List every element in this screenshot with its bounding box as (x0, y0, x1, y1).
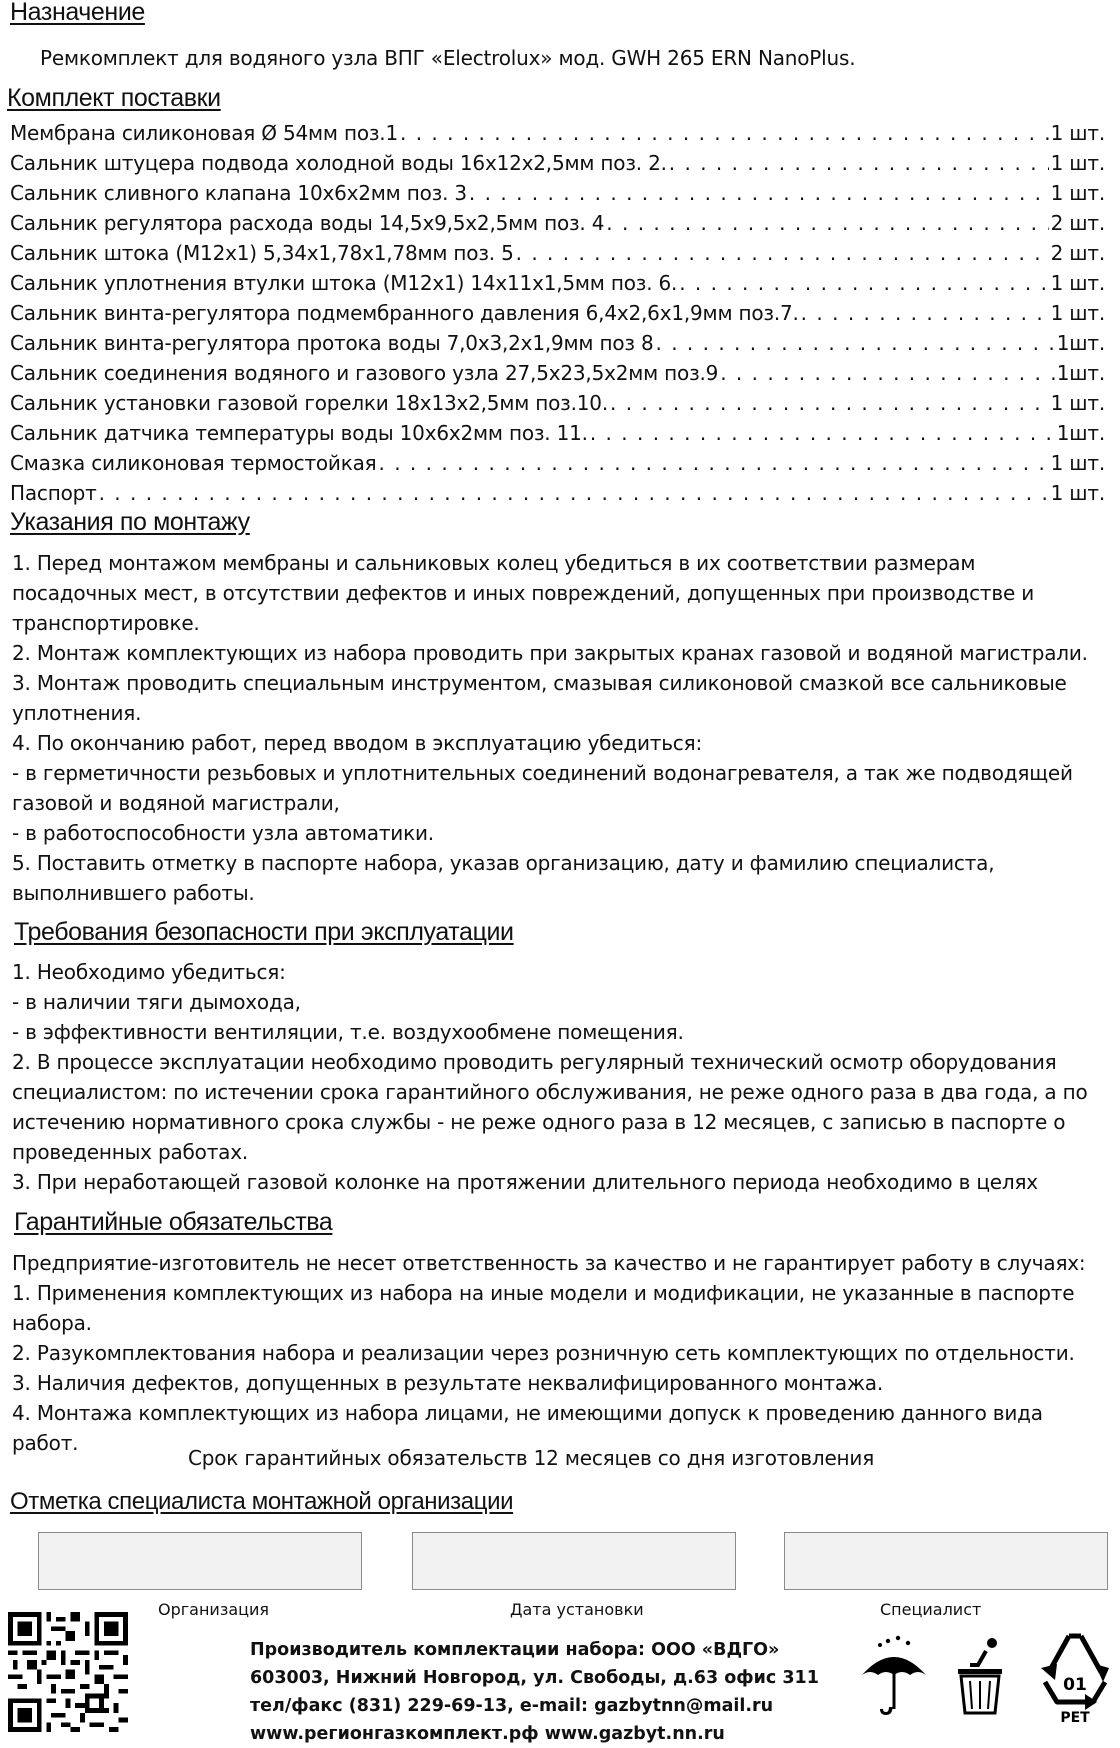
mounting-line: посадочных мест, в отсутствии дефектов и иных повреждений, допущенных при производстве и (12, 581, 1035, 605)
mounting-line: выполнившего работы. (12, 881, 255, 905)
mounting-line: 5. Поставить отметку в паспорте набора, указав организацию, дату и фамилию специалиста, (12, 851, 995, 875)
purpose-text: Ремкомплект для водяного узла ВПГ «Electrolux» мод. GWH 265 ERN NanoPlus. (40, 46, 856, 70)
safety-line: 3. При неработающей газовой колонке на протяжении длительного периода необходимо в целях (12, 1170, 1038, 1194)
recycle-icon (1035, 1628, 1115, 1724)
specialist-label: Специалист (880, 1600, 982, 1619)
mounting-line: 4. По окончанию работ, перед вводом в эксплуатацию убедиться: (12, 731, 702, 755)
mounting-list (12, 548, 1088, 908)
kit-item: Мембрана силиконовая Ø 54мм поз.1 . . . 1 шт. (10, 118, 1105, 148)
kit-item: Паспорт . . . 1 шт. (10, 478, 1105, 508)
warranty-line: 2. Разукомплектования набора и реализации через розничную сеть комплектующих по отдельности. (12, 1341, 1075, 1365)
kit-item: Сальник уплотнения втулки штока (М12х1) 14х11х1,5мм поз. 6. . . . 1 шт. (10, 268, 1105, 298)
warranty-term: Срок гарантийных обязательств 12 месяцев со дня изготовления (188, 1446, 875, 1470)
mounting-line: 2. Монтаж комплектующих из набора проводить при закрытых кранах газовой и водяной магистрали. (12, 641, 1088, 665)
mounting-line: - в герметичности резьбовых и уплотнительных соединений водонагревателя, а так же подводящей (12, 761, 1073, 785)
kit-item: Сальник датчика температуры воды 10х6х2мм поз. 11. . . . 1шт. (10, 418, 1105, 448)
kit-item: Сальник винта-регулятора подмембранного давления 6,4х2,6х1,9мм поз.7. . . . 1 шт. (10, 298, 1105, 328)
mounting-line: газовой и водяной магистрали, (12, 791, 340, 815)
trash-bin-icon (952, 1635, 1008, 1717)
kit-item: Сальник установки газовой горелки 18х13х2,5мм поз.10. . . . 1 шт. (10, 388, 1105, 418)
mark-fields (38, 1532, 1106, 1590)
safety-line: специалистом: по истечении срока гарантийного обслуживания, не реже одного раза в два года, а по (12, 1080, 1088, 1104)
purpose-heading: Назначение (10, 0, 145, 26)
producer-address: 603003, Нижний Новгород, ул. Свободы, д.63 офис 311 (250, 1668, 819, 1688)
warranty-heading: Гарантийные обязательства (14, 1208, 333, 1236)
warranty-list (12, 1248, 1085, 1458)
safety-line: проведенных работах. (12, 1140, 248, 1164)
warranty-line: работ. (12, 1431, 79, 1455)
producer-contacts: тел/факс (831) 229-69-13, e-mail: gazbytnn@mail.ru (250, 1696, 774, 1716)
warranty-line: Предприятие-изготовитель не несет ответственность за качество и не гарантирует работу в случаях: (12, 1251, 1086, 1275)
producer-name: Производитель комплектации набора: ООО «ВДГО» (250, 1640, 780, 1660)
mounting-line: 3. Монтаж проводить специальным инструментом, смазывая силиконовой смазкой все сальниковые (12, 671, 1067, 695)
warranty-line: набора. (12, 1311, 92, 1335)
mark-heading: Отметка специалиста монтажной организации (10, 1488, 514, 1515)
safety-line: - в наличии тяги дымохода, (12, 990, 301, 1014)
kit-item: Сальник регулятора расхода воды 14,5х9,5х2,5мм поз. 4 . . . 2 шт. (10, 208, 1105, 238)
kit-item: Сальник соединения водяного и газового узла 27,5х23,5х2мм поз.9 . . . 1шт. (10, 358, 1105, 388)
organization-label: Организация (158, 1600, 270, 1619)
kit-item: Сальник винта-регулятора протока воды 7,0х3,2х1,9мм поз 8 . . . 1шт. (10, 328, 1105, 358)
kit-item: Смазка силиконовая термостойкая . . . 1 шт. (10, 448, 1105, 478)
kit-heading: Комплект поставки (7, 84, 221, 112)
safety-line: 1. Необходимо убедиться: (12, 960, 286, 984)
safety-list (12, 957, 1088, 1197)
organization-field[interactable] (38, 1532, 362, 1590)
safety-line: истечению нормативного срока службы - не реже одного раза в 12 месяцев, с записью в паспорте о (12, 1110, 1066, 1134)
mounting-line: транспортировке. (12, 611, 200, 635)
safety-heading: Требования безопасности при эксплуатации (14, 918, 514, 946)
recycle-code: 01 (1063, 1675, 1087, 1695)
safety-line: 2. В процессе эксплуатации необходимо проводить регулярный технический осмотр оборудования (12, 1050, 1057, 1074)
safety-line: - в эффективности вентиляции, т.е. воздухообмене помещения. (12, 1020, 684, 1044)
installation-date-label: Дата установки (510, 1600, 644, 1619)
umbrella-icon (858, 1635, 930, 1717)
mounting-line: уплотнения. (12, 701, 142, 725)
producer-info (250, 1636, 819, 1748)
warranty-line: 4. Монтажа комплектующих из набора лицами, не имеющими допуск к проведению данного вида (12, 1401, 1043, 1425)
warranty-line: 3. Наличия дефектов, допущенных в результате неквалифицированного монтажа. (12, 1371, 883, 1395)
warranty-line: 1. Применения комплектующих из набора на иные модели и модификации, не указанные в паспорте (12, 1281, 1075, 1305)
specialist-field[interactable] (784, 1532, 1108, 1590)
kit-item: Сальник штуцера подвода холодной воды 16х12х2,5мм поз. 2. . . . 1 шт. (10, 148, 1105, 178)
producer-websites: www.регионгазкомплект.рф www.gazbyt.nn.ru (250, 1724, 725, 1744)
kit-item: Сальник штока (М12х1) 5,34х1,78х1,78мм поз. 5 . . . 2 шт. (10, 238, 1105, 268)
recycle-material: PET (1060, 1710, 1090, 1724)
qr-code-icon (8, 1612, 128, 1732)
kit-item: Сальник сливного клапана 10х6х2мм поз. 3 . . . 1 шт. (10, 178, 1105, 208)
mounting-line: 1. Перед монтажом мембраны и сальниковых колец убедиться в их соответствии размерам (12, 551, 976, 575)
kit-list (10, 118, 1105, 508)
mounting-line: - в работоспособности узла автоматики. (12, 821, 434, 845)
installation-date-field[interactable] (412, 1532, 736, 1590)
mounting-heading: Указания по монтажу (10, 508, 250, 536)
